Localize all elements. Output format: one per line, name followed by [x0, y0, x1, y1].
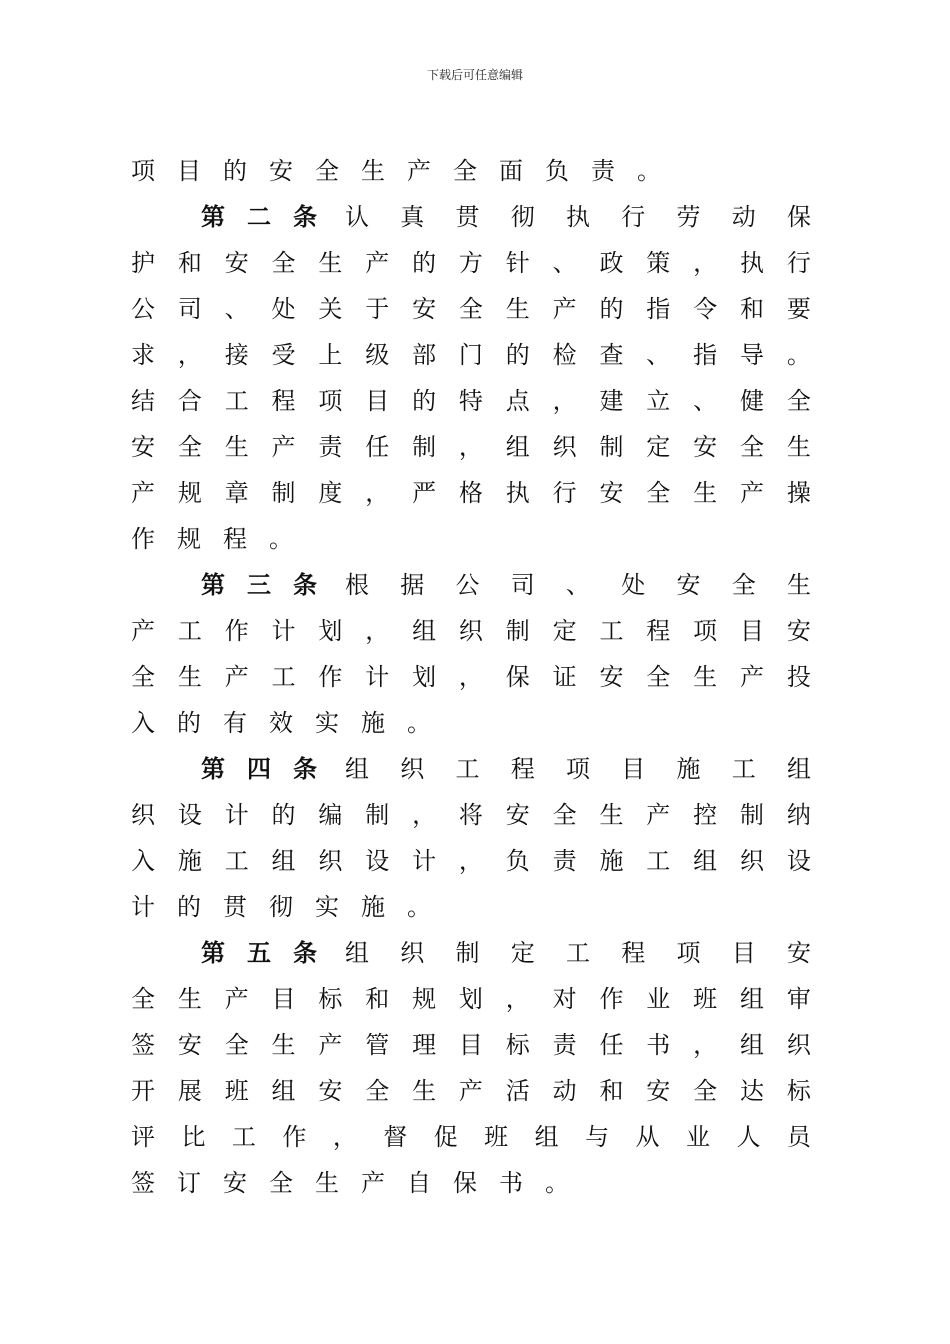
line-text: 入 的 有 效 实 施 。 [131, 709, 431, 737]
line-text: 产 规 章 制 度 ， 严 格 执 行 安 全 生 产 操 [131, 479, 811, 507]
article-line [131, 930, 811, 976]
line-text: 织 设 计 的 编 制 ， 将 安 全 生 产 控 制 纳 [131, 801, 811, 829]
text-line [131, 1068, 811, 1114]
text-line [131, 792, 811, 838]
line-text: 签 订 安 全 生 产 自 保 书 。 [131, 1169, 569, 1197]
line-text: 评 比 工 作 ， 督 促 班 组 与 从 业 人 员 [131, 1123, 811, 1151]
line-text: 安 全 生 产 责 任 制 ， 组 织 制 定 安 全 生 [131, 433, 811, 461]
article-heading: 第 四 条 [201, 754, 317, 783]
text-line [131, 608, 811, 654]
article-line [131, 746, 811, 792]
line-text: 计 的 贯 彻 实 施 。 [131, 893, 431, 921]
line-text: 项 目 的 安 全 生 产 全 面 负 责 。 [131, 157, 661, 185]
text-line [131, 378, 811, 424]
text-line [131, 1160, 811, 1206]
article-heading: 第 三 条 [201, 570, 317, 599]
line-text: 结 合 工 程 项 目 的 特 点 ， 建 立 、 健 全 [131, 387, 811, 415]
line-text: 求 ， 接 受 上 级 部 门 的 检 查 、 指 导 。 [131, 341, 811, 369]
page-header: 下载后可任意编辑 [426, 68, 523, 82]
text-line [131, 1114, 811, 1160]
text-line [131, 1022, 811, 1068]
text-line [131, 240, 811, 286]
text-line [131, 700, 811, 746]
article-heading: 第 二 条 [201, 202, 317, 231]
document-body [131, 148, 811, 1206]
article-line [131, 562, 811, 608]
text-line [131, 884, 811, 930]
text-line [131, 332, 811, 378]
text-line [131, 470, 811, 516]
text-line [131, 424, 811, 470]
text-line [131, 516, 811, 562]
line-text: 产 工 作 计 划 ， 组 织 制 定 工 程 项 目 安 [131, 617, 811, 645]
line-text: 入 施 工 组 织 设 计 ， 负 责 施 工 组 织 设 [131, 847, 811, 875]
line-text: 公 司 、 处 关 于 安 全 生 产 的 指 令 和 要 [131, 295, 811, 323]
line-text: 签 安 全 生 产 管 理 目 标 责 任 书 ， 组 织 [131, 1031, 811, 1059]
line-text: 开 展 班 组 安 全 生 产 活 动 和 安 全 达 标 [131, 1077, 811, 1105]
line-text: 根 据 公 司 、 处 安 全 生 [345, 571, 811, 599]
line-text: 组 织 制 定 工 程 项 目 安 [345, 939, 811, 967]
text-line [131, 286, 811, 332]
line-text: 认 真 贯 彻 执 行 劳 动 保 [345, 203, 811, 231]
line-text: 作 规 程 。 [131, 525, 293, 553]
text-line [131, 148, 811, 194]
text-line [131, 838, 811, 884]
text-line [131, 976, 811, 1022]
line-text: 护 和 安 全 生 产 的 方 针 、 政 策 ， 执 行 [131, 249, 811, 277]
article-heading: 第 五 条 [201, 938, 317, 967]
line-text: 全 生 产 目 标 和 规 划 ， 对 作 业 班 组 审 [131, 985, 811, 1013]
text-line [131, 654, 811, 700]
article-line [131, 194, 811, 240]
line-text: 全 生 产 工 作 计 划 ， 保 证 安 全 生 产 投 [131, 663, 811, 691]
line-text: 组 织 工 程 项 目 施 工 组 [345, 755, 811, 783]
